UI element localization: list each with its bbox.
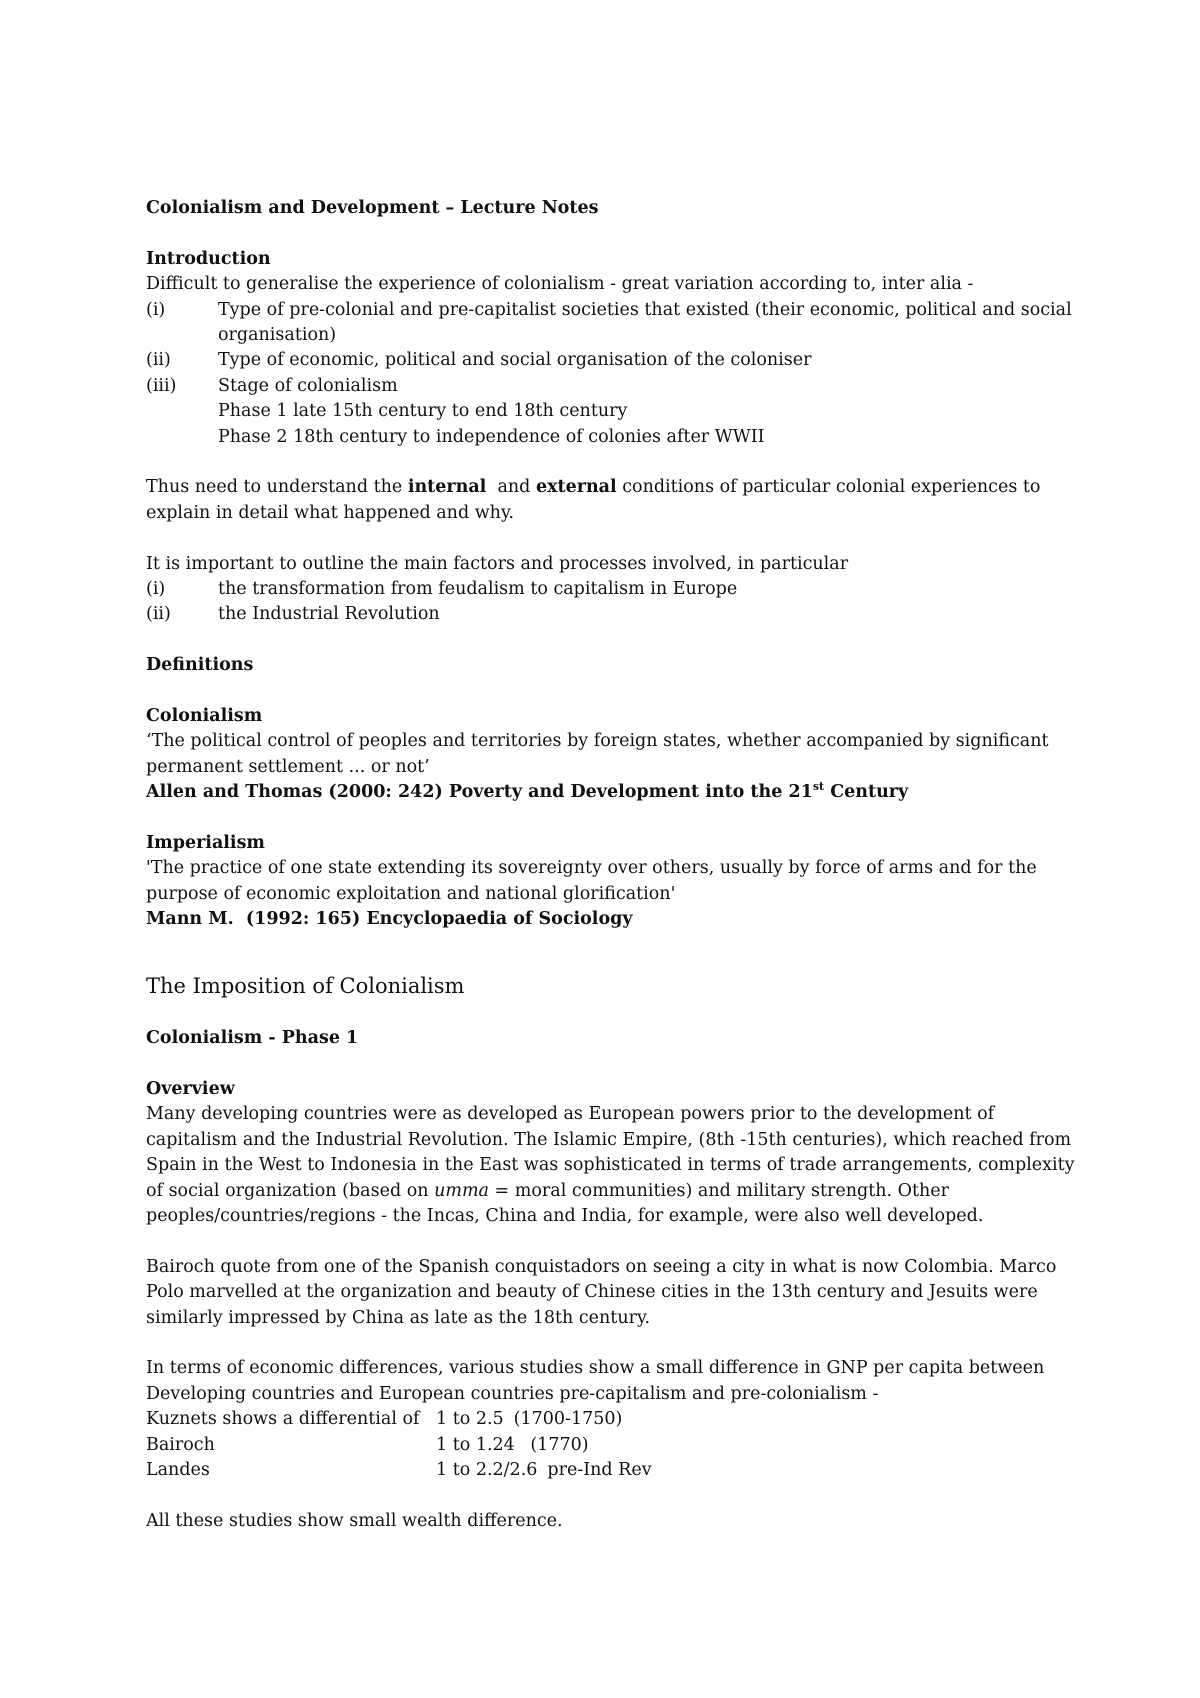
factors-lead: It is important to outline the main factors and processes involved, in particular	[146, 553, 849, 574]
economic-paragraph: In terms of economic differences, various studies show a small difference in GNP per capita between Developing countries and European countries pre-capitalism and pre-colonialism -	[146, 1358, 1045, 1404]
list-number: (ii)	[146, 350, 171, 371]
paragraph-text: and	[486, 477, 536, 498]
list-number: (iii)	[146, 375, 177, 396]
section-heading: The Imposition of Colonialism	[146, 973, 465, 998]
overview-paragraph	[146, 1102, 1076, 1229]
definitions-heading: Definitions	[146, 655, 254, 676]
imperialism-quote: 'The practice of one state extending its sovereignty over others, usually by force of arms and for the purpose of economic exploitation and national glorification'	[146, 858, 1037, 904]
list-text: Type of economic, political and social organisation of the coloniser	[218, 350, 812, 371]
list-item	[146, 577, 1076, 602]
list-text: the Industrial Revolution	[218, 604, 440, 625]
paragraph-text: = moral communities) and military strength. Other peoples/countries/regions - the Incas, China and India, for example, were also well developed.	[146, 1180, 984, 1226]
paragraph-text: conditions of particular colonial experiences to explain in detail what happened and why.	[146, 477, 1041, 523]
study-ratio: 1 to 2.5	[436, 1409, 504, 1430]
list-text: Stage of colonialism	[218, 375, 398, 396]
overview-heading: Overview	[146, 1078, 235, 1099]
list-item	[146, 348, 1076, 373]
study-values	[436, 1407, 622, 1432]
study-name: Kuznets shows a differential of	[146, 1409, 420, 1430]
introduction-heading: Introduction	[146, 248, 271, 269]
superscript: st	[812, 780, 825, 794]
colonialism-quote: ‘The political control of peoples and territories by foreign states, whether accompanied by significant permanent settlement ... or not’	[146, 731, 1049, 777]
list-number: (ii)	[146, 604, 171, 625]
list-item	[146, 298, 1076, 349]
phase-line: Phase 2 18th century to independence of colonies after WWII	[218, 426, 765, 447]
study-row	[146, 1458, 1076, 1483]
list-text: Type of pre-colonial and pre-capitalist societies that existed (their economic, political and social organisation)	[218, 299, 1072, 346]
list-text: the transformation from feudalism to capitalism in Europe	[218, 579, 738, 600]
paragraph-text: Many developing countries were as developed as European powers prior to the development of capitalism and the Industrial Revolution. The Islamic Empire, (8th -15th centuries), which reached from Spain in the West to Indonesia in the East was sophisticated in terms of trade arrangements, complexity of social organization (based on	[146, 1104, 1075, 1201]
document-title: Colonialism and Development – Lecture Notes	[146, 198, 599, 218]
imperialism-source: Mann M. (1992: 165) Encyclopaedia of Sociology	[146, 909, 633, 930]
external-term: external	[535, 477, 617, 498]
bairoch-paragraph: Bairoch quote from one of the Spanish conquistadors on seeing a city in what is now Colombia. Marco Polo marvelled at the organization and beauty of Chinese cities in the 13th century and Jesuits were similarly impressed by China as late as the 18th century.	[146, 1256, 1057, 1328]
colonialism-heading: Colonialism	[146, 706, 263, 727]
internal-term: internal	[407, 477, 487, 498]
source-text: Century	[824, 782, 909, 803]
list-number: (i)	[146, 299, 166, 320]
paragraph-text: Thus need to understand the	[146, 477, 408, 498]
conclusion-paragraph: All these studies show small wealth difference.	[146, 1510, 563, 1531]
study-values	[436, 1458, 652, 1483]
study-period: pre-Ind Rev	[547, 1459, 652, 1480]
introduction-lead: Difficult to generalise the experience of colonialism - great variation according to, inter alia -	[146, 274, 974, 295]
internal-external-paragraph	[146, 475, 1076, 526]
study-ratio: 1 to 2.2/2.6	[436, 1459, 538, 1480]
umma-term: umma	[434, 1180, 489, 1201]
list-number: (i)	[146, 579, 166, 600]
study-values	[436, 1433, 589, 1458]
study-name: Bairoch	[146, 1434, 215, 1455]
study-row	[146, 1407, 1076, 1432]
study-period: (1770)	[524, 1434, 589, 1455]
list-item	[146, 602, 1076, 627]
list-item	[146, 374, 1076, 399]
phase-line: Phase 1 late 15th century to end 18th century	[218, 401, 628, 422]
study-row	[146, 1433, 1076, 1458]
colonialism-source	[146, 780, 1076, 805]
document-page	[146, 196, 1076, 1534]
imperialism-heading: Imperialism	[146, 833, 265, 854]
study-ratio: 1 to 1.24	[436, 1434, 515, 1455]
study-period: (1700-1750)	[513, 1409, 623, 1430]
study-name: Landes	[146, 1459, 210, 1480]
phase-heading: Colonialism - Phase 1	[146, 1028, 359, 1049]
source-text: Allen and Thomas (2000: 242) Poverty and Development into the 21	[146, 782, 813, 803]
